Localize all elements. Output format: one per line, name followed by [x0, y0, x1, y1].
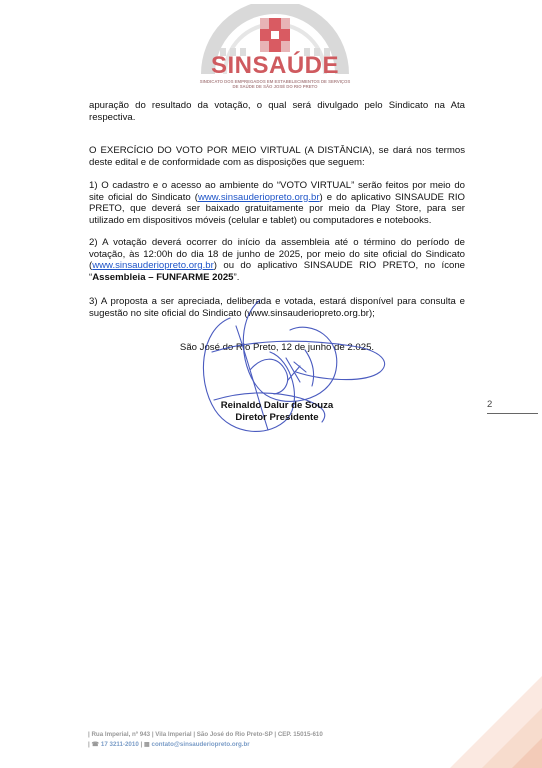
logo-subtitle: SINDICATO DOS EMPREGADOS EM ESTABELECIMENTOS DE SERVIÇOS DE SAÚDE DE SÃO JOSÉ DO RIO PRETO — [199, 79, 351, 89]
footer — [88, 730, 323, 750]
signatory-title: Diretor Presidente — [235, 411, 319, 423]
site-link[interactable]: www.sinsauderiopreto.org.br — [197, 191, 320, 203]
email-icon: ▦ — [143, 741, 150, 748]
cross-icon — [260, 18, 290, 52]
footer-contacts: | ☎ 17 3211-2010 | ▦ contato@sinsauderiopreto.org.br — [88, 741, 250, 748]
paragraph-item-3: 3) A proposta a ser apreciada, deliberada e votada, estará disponível para consulta e sugestão no site oficial do Sindicato (www.sinsauderiopreto.org.br); — [89, 296, 465, 319]
date-line: São José do Rio Preto, 12 de junho de 2.025. — [179, 342, 375, 353]
site-link[interactable]: www.sinsauderiopreto.org.br — [92, 260, 214, 271]
footer-address: | Rua Imperial, nº 943 | Vila Imperial | São José do Rio Preto-SP | CEP. 15015-610 — [88, 731, 323, 738]
corner-decoration — [432, 668, 542, 768]
logo-name: SINSAÚDE — [210, 52, 340, 79]
footer-phone[interactable]: 17 3211-2010 — [100, 741, 139, 748]
paragraph-result: apuração do resultado da votação, o qual será divulgado pelo Sindicato na Ata respectiva. — [89, 100, 465, 123]
paragraph-item-2: 2) A votação deverá ocorrer do início da assembleia até o término do período de votação, às 12:00h do dia 18 de junho de 2025, por meio do site oficial do Sindicato (www.sinsauderiopreto.org.br) ou do aplicativo SINSAUDE RIO PRETO, no ícone “Assembleia – FUNFARME 2025”. — [89, 237, 465, 283]
paragraph-item-1: 1) O cadastro e o acesso ao ambiente do “VOTO VIRTUAL” serão feitos por meio do site oficial do Sindicato (www.sinsauderiopreto.org.br) e do aplicativo SINSAUDE RIO PRETO, que deverá ser baixado gratuitamente por meio da Play Store, para ser utilizado em dispositivos móveis (celular e tablet) ou computadores e notebooks. — [89, 180, 465, 226]
footer-email[interactable]: contato@sinsauderiopreto.org.br — [151, 741, 250, 748]
page-number-rule — [487, 413, 538, 414]
page-number: 2 — [487, 399, 493, 410]
signatory-block — [89, 400, 465, 423]
sinsaude-logo — [190, 4, 360, 104]
signatory-name: Reinaldo Dalur de Souza — [220, 400, 334, 411]
phone-icon: ☎ — [91, 741, 100, 748]
paragraph-virtual-vote: O EXERCÍCIO DO VOTO POR MEIO VIRTUAL (A DISTÂNCIA), se dará nos termos deste edital e de conformidade com as disposições que seguem: — [89, 145, 465, 168]
